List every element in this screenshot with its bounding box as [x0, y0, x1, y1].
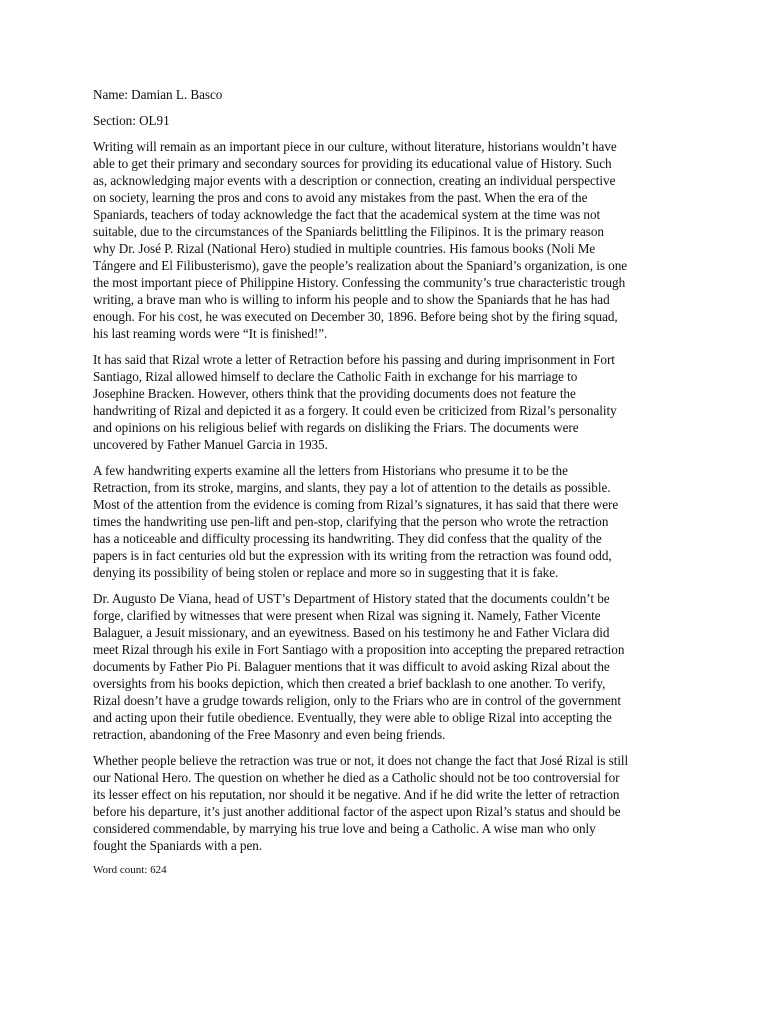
paragraph-line: as, acknowledging major events with a description or connection, creating an individual perspective — [93, 173, 616, 188]
paragraph-line: It has said that Rizal wrote a letter of Retraction before his passing and during imprisonment in Fort — [93, 352, 615, 367]
paragraph-line: able to get their primary and secondary sources for providing its educational value of History. Such — [93, 156, 612, 171]
paragraph-line: suitable, due to the circumstances of the Spaniards belittling the Filipinos. It is the primary reason — [93, 224, 604, 239]
paragraph-line: retraction, abandoning of the Free Masonry and even being friends. — [93, 727, 446, 742]
paragraph-line: our National Hero. The question on whether he died as a Catholic should not be too controversial for — [93, 770, 620, 785]
paragraph-line: and opinions on his religious belief with regards on disliking the Friars. The documents were — [93, 420, 579, 435]
paragraph-line: Most of the attention from the evidence is coming from Rizal’s signatures, it has said that there were — [93, 497, 619, 512]
paragraph-3 — [93, 462, 673, 581]
paragraph-4 — [93, 590, 673, 743]
paragraph-line: Josephine Bracken. However, others think that the providing documents does not feature the — [93, 386, 576, 401]
paragraph-line: Whether people believe the retraction was true or not, it does not change the fact that José Rizal is still — [93, 753, 629, 768]
paragraph-line: uncovered by Father Manuel Garcia in 1935. — [93, 437, 328, 452]
paragraph-line: his last reaming words were “It is finished!”. — [93, 326, 328, 341]
paragraph-1 — [93, 138, 673, 342]
paragraph-2 — [93, 351, 673, 453]
paragraph-line: has a noticeable and difficulty processing its handwriting. They did confess that the quality of the — [93, 531, 602, 546]
paragraph-line: on society, learning the pros and cons to avoid any mistakes from the past. When the era of the — [93, 190, 588, 205]
paragraph-line: and acting upon their futile obedience. Eventually, they were able to oblige Rizal into accepting the — [93, 710, 612, 725]
paragraph-line: Spaniards, teachers of today acknowledge the fact that the academical system at the time was not — [93, 207, 601, 222]
paragraph-line: A few handwriting experts examine all the letters from Historians who presume it to be the — [93, 463, 568, 478]
paragraph-line: papers is in fact centuries old but the expression with its writing from the retraction was found odd, — [93, 548, 612, 563]
paragraph-line: the most important piece of Philippine History. Confessing the community’s true characteristic trough — [93, 275, 626, 290]
document-content — [93, 86, 673, 888]
paragraph-line: oversights from his books depiction, which then created a brief backlash to one another. To verify, — [93, 676, 606, 691]
paragraph-line: Santiago, Rizal allowed himself to declare the Catholic Faith in exchange for his marriage to — [93, 369, 578, 384]
student-section: Section: OL91 — [93, 113, 170, 128]
paragraph-line: Balaguer, a Jesuit missionary, and an eyewitness. Based on his testimony he and Father Viclara did — [93, 625, 610, 640]
paragraph-line: fought the Spaniards with a pen. — [93, 838, 263, 853]
student-name: Name: Damian L. Basco — [93, 87, 223, 102]
paragraph-line: its lesser effect on his reputation, nor should it be negative. And if he did write the letter of retraction — [93, 787, 620, 802]
paragraph-line: considered commendable, by marrying his true love and being a Catholic. A wise man who only — [93, 821, 596, 836]
paragraph-line: meet Rizal through his exile in Fort Santiago with a proposition into accepting the prepared retraction — [93, 642, 625, 657]
paragraph-line: before his departure, it’s just another additional factor of the aspect upon Rizal’s status and should be — [93, 804, 621, 819]
paragraph-line: writing, a brave man who is willing to inform his people and to show the Spaniards that he has had — [93, 292, 610, 307]
paragraph-line: forge, clarified by witnesses that were present when Rizal was signing it. Namely, Father Vicente — [93, 608, 601, 623]
paragraph-line: why Dr. José P. Rizal (National Hero) studied in multiple countries. His famous books (Noli Me — [93, 241, 596, 256]
paragraph-5 — [93, 752, 673, 854]
paragraph-line: denying its possibility of being stolen or replace and more so in suggesting that it is fake. — [93, 565, 559, 580]
paragraph-line: Writing will remain as an important piece in our culture, without literature, historians wouldn’t have — [93, 139, 617, 154]
paragraph-line: Rizal doesn’t have a grudge towards religion, only to the Friars who are in control of the government — [93, 693, 621, 708]
paragraph-line: Dr. Augusto De Viana, head of UST’s Department of History stated that the documents couldn’t be — [93, 591, 610, 606]
paragraph-line: Retraction, from its stroke, margins, and slants, they pay a lot of attention to the details as possible. — [93, 480, 611, 495]
paragraph-line: enough. For his cost, he was executed on December 30, 1896. Before being shot by the firing squad, — [93, 309, 618, 324]
paragraph-line: times the handwriting use pen-lift and pen-stop, clarifying that the person who wrote the retraction — [93, 514, 609, 529]
paragraph-line: documents by Father Pio Pi. Balaguer mentions that it was difficult to avoid asking Rizal about the — [93, 659, 610, 674]
paragraph-line: Tángere and El Filibusterismo), gave the people’s realization about the Spaniard’s organization, is one — [93, 258, 628, 273]
word-count: Word count: 624 — [93, 864, 167, 876]
paragraph-line: handwriting of Rizal and depicted it as a forgery. It could even be criticized from Rizal’s personality — [93, 403, 617, 418]
